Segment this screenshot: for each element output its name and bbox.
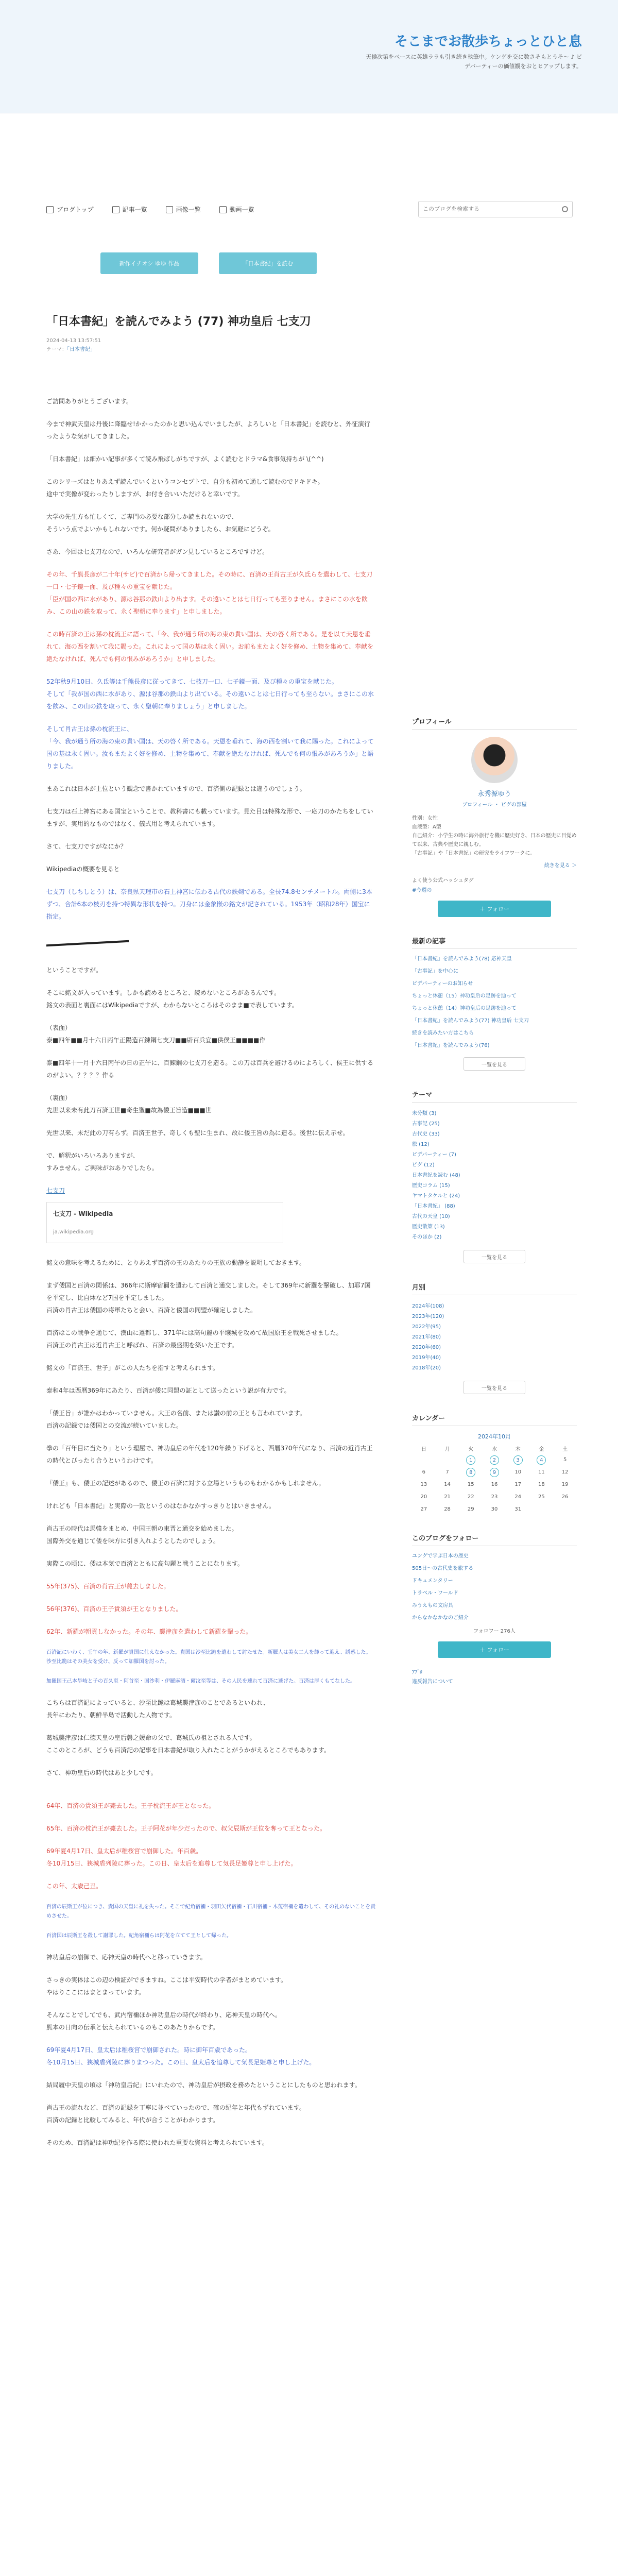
home-icon	[46, 206, 54, 213]
calendar-grid	[412, 1445, 577, 1514]
article-paragraph: 実際この頃に、倭は本気で百済とともに高句麗と戦うことになります。	[46, 1560, 244, 1567]
hashtag-heading: よく使う公式ハッシュタグ	[412, 878, 474, 884]
promo-button-1[interactable]: 新作イチオシ ゆゆ 作品	[100, 252, 198, 274]
article-paragraph: 肖古王の流れなど、百済の記録を丁寧に並べていったので、確の紀年と年代もずれています。 百済の記録と比較してみると、年代が合うことがわかります。	[46, 2104, 305, 2124]
article-paragraph: 69年夏4月17日、皇太后が稚桜宮で崩御した。年百歳。 冬10月15日、狭城盾列陵に葬った。この日、皇太后を追尊して気長足姫尊と申し上げた。	[46, 1847, 297, 1867]
article-paragraph: ということですが。	[46, 966, 102, 974]
article-paragraph: 神功皇后の崩御で、応神天皇の時代へと移っていきます。	[46, 1953, 207, 1961]
theme-link[interactable]: 古事記 (25)	[412, 1121, 440, 1127]
calendar-heading: カレンダー	[412, 1413, 577, 1426]
article-paragraph: その年、千熊長彦が二十年(サビ)で百済から帰ってきました。その時に、百済の王肖古王が久氐らを遣わして、七支刀一口・七子鏡一面、及び種々の重宝を献じた。 「臣が国の西に水があり、源は谷那の鉄山より出ます。その遠いことは七日行っても至りません。まさにこの水を飲み、この山の鉄を取って、永く聖朝に奉ります」と申しました。	[46, 570, 373, 615]
calendar-day[interactable]: 28	[444, 1506, 451, 1512]
article-paragraph: 『倭王』も、倭王の記述があるので、倭王の百済に対する立場というものもわかるかもしれません。	[46, 1479, 325, 1487]
theme-link[interactable]: そのほか (2)	[412, 1234, 442, 1240]
blog-title[interactable]: そこまでお散歩ちょっとひと息	[394, 34, 582, 49]
theme-list	[412, 1109, 577, 1243]
article-paragraph: 銘文の意味を考えるために、とりあえず百済の王のあたりの王族の動静を説明しておきます。	[46, 1259, 306, 1266]
article-paragraph: 今まで神武天皇は丹後に降臨せ!かかったのかと思い込んでいましたが、よろしいと「日本書紀」を読むと、外征演行ったような気がしてきました。	[46, 420, 370, 440]
calendar-weekday: 木	[515, 1447, 521, 1452]
article-paragraph: 葛城襲津彦は仁徳天皇の皇后磐之媛命の父で、葛城氏の祖とされる人です。 ここのところが、どうも百済記の記事を日本書紀が取り入れたことがうかがえるところでもあります。	[46, 1734, 330, 1754]
profile-more-link[interactable]: 続きを見る ＞	[544, 863, 577, 869]
follow-button[interactable]: ＋ フォロー	[438, 901, 551, 917]
promo-row	[100, 252, 317, 274]
report-link[interactable]: 違反報告について	[412, 1679, 453, 1685]
article-paragraph: 55年(375)、百済の肖古王が薨去しました。	[46, 1582, 170, 1590]
recent-entry-link[interactable]: 続きを読みたい方はこちら	[412, 1030, 474, 1036]
article-paragraph: 52年秋9月10日、久氐等は千熊長彦に従ってきて、七枝刀一口、七子鏡一面、及び種々の重宝を献じた。 そして「我が国の西に水があり、源は谷那の鉄山より出ている。その遠いことは七日行っても至らない。まさにこの水を飲み、この山の鉄を取って、永く聖朝に奉りましょう」と申しました。	[46, 677, 374, 710]
calendar-weekday: 月	[444, 1447, 450, 1452]
promo-button-2[interactable]: 「日本書紀」を読む	[219, 252, 317, 274]
calendar-day[interactable]: 17	[514, 1482, 522, 1487]
article-paragraph: 加羅国王己本旱岐と子の百久至・阿首至・国沙利・伊羅麻酒・爾汶至等は、その人民を連れて百済に逃げた。百済は厚くもてなした。	[46, 1678, 355, 1684]
follow-blog-link[interactable]: 505日〜の古代史を旅する	[412, 1566, 474, 1571]
follow-blog-link[interactable]: からなかなかなのご紹介	[412, 1615, 469, 1621]
article-paragraph: けれども「日本書紀」と実際の一致というのはなかなかすっきりとはいきません。	[46, 1502, 276, 1510]
recent-heading: 最新の記事	[412, 936, 577, 949]
search-input[interactable]	[423, 206, 562, 212]
archive-link[interactable]: 2021年(80)	[412, 1334, 441, 1340]
recent-entries	[412, 936, 577, 1071]
follow-heading: このブログをフォロー	[412, 1533, 577, 1546]
article-paragraph: そして肖古王は孫の枕流王に、 「今、我が通う所の海の東の貴い国は、天の啓く所である。天恩を垂れて、海の西を割いて我に賜った。これによって国の基は永く固い。汝もまたよく好を修め、土物を集めて、奉献を絶たなければ、死んでも何の恨みがあろうか」と語りました。	[46, 725, 374, 770]
calendar-day[interactable]: 26	[561, 1494, 569, 1500]
report-section	[412, 1668, 577, 1687]
article-paragraph: 七支刀（しちしとう）は、奈良県天理市の石上神宮に伝わる古代の鉄剣である。全長74.8センチメートル。両側に3本ずつ、合計6本の枝刃を持つ特異な形状を持つ。刀身には金象嵌の銘文が記されている。1953年（昭和28年）国宝に指定。	[46, 888, 372, 920]
article-paragraph: 大学の先生方も忙しくて、ご専門の必要な部分しか読まれないので、 そういう点でよいかもしれないです。何か疑問がありましたら、お気軽にどうぞ。	[46, 513, 274, 533]
nav-item-blog-top[interactable]	[46, 205, 94, 214]
article-meta	[46, 336, 376, 354]
calendar-section	[412, 1413, 577, 1514]
article	[46, 314, 376, 2159]
article-paragraph: （裏面） 先世以来未有此刀百済王世■奇生聖■故為倭王旨造■■■世	[46, 1094, 212, 1114]
theme-link[interactable]: 日本書紀を読む (48)	[412, 1173, 460, 1178]
list-icon	[112, 206, 119, 213]
article-paragraph: 泰和4年は西暦369年にあたり、百済が倭に同盟の証として送ったという説が有力です。	[46, 1386, 290, 1394]
recent-list	[412, 955, 577, 1050]
article-paragraph: Wikipediaの概要を見ると	[46, 865, 120, 873]
article-paragraph: 肖古王の時代は馬韓をまとめ、中国王朝の東晋と通交を始めました。 国際外交を通じて倭を味方に引き入れようとしたのでしょう。	[46, 1524, 238, 1545]
article-body	[46, 395, 376, 2149]
global-nav	[46, 205, 254, 214]
paragraphs-2	[46, 1257, 376, 1779]
calendar-day[interactable]: 12	[561, 1469, 569, 1475]
calendar-day[interactable]: 21	[444, 1494, 451, 1500]
calendar-day[interactable]: 14	[444, 1482, 451, 1487]
nav-label: 動画一覧	[229, 206, 254, 213]
article-paragraph: このシリーズはとりあえず読んでいくというコンセプトで、自分も初めて通して読むのでドキドキ。 途中で実像が変わったりしますが、お付き合いいただけると幸いです。	[46, 478, 324, 498]
profile-name[interactable]: 永秀源ゆう	[477, 790, 511, 798]
archive-more-button[interactable]: 一覧を見る	[464, 1381, 525, 1394]
archive-link[interactable]: 2018年(20)	[412, 1365, 441, 1371]
calendar-day[interactable]: 18	[538, 1482, 545, 1487]
theme-link[interactable]: 古代史 (33)	[412, 1131, 440, 1137]
article-paragraph: こちらは百済記によっていると、沙至比跪は葛城襲津彦のことであるといわれ、 長年にわたり、朝鮮半島で活動した人物です。	[46, 1699, 269, 1719]
calendar-day[interactable]: 27	[420, 1506, 427, 1512]
archive-heading: 月別	[412, 1282, 577, 1295]
calendar-day[interactable]: 16	[491, 1482, 498, 1487]
recent-entry-link[interactable]: 「日本書紀」を読んでみよう(78) 応神天皇	[412, 956, 512, 962]
calendar-day	[560, 1505, 570, 1514]
profile-details: 性別：女性 血液型：A型 自己紹介：小学生の時に海外旅行を機に歴史好き、日本の歴史に目覚めて以来、古典や歴史に親しむ。 「古事記」や「日本書紀」の研究をライフワークに。	[412, 816, 577, 856]
article-paragraph: 62年、新羅が朝貢しなかった。その年、襲津彦を遣わして新羅を撃った。	[46, 1628, 252, 1635]
link-card-url: ja.wikipedia.org	[53, 1229, 94, 1235]
archive-link[interactable]: 2019年(40)	[412, 1355, 441, 1361]
paragraphs-3	[46, 1800, 376, 2149]
article-paragraph: （表面） 泰■四年■■月十六日丙午正陽造百錬鋼七支刀■■辟百兵宜■供侯王■■■■作	[46, 1024, 266, 1044]
article-paragraph: 「日本書紀」は細かい記事が多くて読み飛ばしがちですが、よく読むとドラマ&食事気持ちが \(^^)	[46, 455, 324, 463]
report-label: ｱﾌﾞﾛ	[412, 1670, 422, 1675]
article-paragraph: 65年、百済の枕流王が薨去した。王子阿花が年少だったので、叔父辰斯が王位を奪って王となった。	[46, 1824, 327, 1832]
paragraphs-1b	[46, 964, 376, 1174]
theme-link[interactable]: 歴史散策 (13)	[412, 1224, 445, 1230]
calendar-day[interactable]: 24	[514, 1494, 522, 1500]
calendar-day[interactable]: 20	[420, 1494, 427, 1500]
article-paragraph: 「倭王旨」が誰かはわかっていません。大王の名前、または讃の前の王とも言われています。 百済の記録では倭国との交流が続いていました。	[46, 1409, 306, 1429]
nav-item-image-list[interactable]	[166, 205, 201, 214]
hashtag-link[interactable]: #今週の	[412, 888, 432, 893]
calendar-day[interactable]: 29	[467, 1506, 474, 1512]
article-paragraph: この年、太歳己丑。	[46, 1882, 102, 1890]
paragraphs-1	[46, 395, 376, 923]
article-paragraph: 百済国は辰斯王を殺して謝罪した。紀角宿禰らは阿花を立てて王として帰った。	[46, 1933, 232, 1939]
theme-link[interactable]: 歴史コラム (15)	[412, 1183, 450, 1189]
calendar-day[interactable]: 4	[537, 1455, 546, 1465]
calendar-weekday: 金	[539, 1447, 544, 1452]
search-icon[interactable]	[562, 206, 568, 212]
theme-section	[412, 1089, 577, 1263]
article-paragraph: この時百済の王は孫の枕流王に語って、「今、我が通う所の海の東の貴い国は、天の啓く所である。是を以て天恩を垂れて、海の西を割いて我に賜った。これによって国の基は永く固い。お前もまたよく好を修め、土物を集めて、奉献を絶たなければ、死んでも何の恨みがあろうか」と申しました。	[46, 630, 374, 663]
link-card-title: 七支刀 - Wikipedia	[53, 1210, 113, 1217]
theme-link[interactable]: 未分類 (3)	[412, 1111, 437, 1116]
article-paragraph: 銘文の「百済王、世子」がこの人たちを指すと考えられます。	[46, 1364, 219, 1371]
follow-blog-link[interactable]: みうえもの文房具	[412, 1603, 453, 1608]
article-title[interactable]: 「日本書紀」を読んでみよう (77) 神功皇后 七支刀	[46, 315, 311, 328]
calendar-day[interactable]: 31	[514, 1506, 522, 1512]
theme-heading: テーマ	[412, 1089, 577, 1103]
article-paragraph: そんなことでしてでも、武内宿禰ほか神功皇后の時代が終わり、応神天皇の時代へ。 熊本の日向の伝承と伝えられているのもこのあたりからです。	[46, 2011, 282, 2031]
article-paragraph: 69年夏4月17日、皇太后は稚桜宮で崩御された。時に御年百歳であった。 冬10月15日、狭城盾列陵に葬りまつった。この日、皇太后を追尊して気長足姫尊と申し上げた。	[46, 2046, 316, 2066]
calendar-day[interactable]: 19	[561, 1482, 569, 1487]
article-paragraph: さて、七支刀ですがなにか？	[46, 842, 127, 850]
archive-link[interactable]: 2024年(108)	[412, 1303, 444, 1309]
article-paragraph: で、解釈がいろいろありますが、 すみません。ご興味がおありでしたら。	[46, 1151, 158, 1172]
article-paragraph: さっきの実体はこの辺の検証ができますね。ここは平安時代の学者がまとめています。 やはりここにはまとまっています。	[46, 1976, 287, 1996]
avatar[interactable]	[471, 737, 518, 783]
article-paragraph: そこに銘文が入っています。しかも読めるところと、読めないところがあるんです。 銘文の表面と裏面にはWikipediaですが、わからないところはそのまま■で表しています。	[46, 989, 298, 1009]
article-paragraph: ご訪問ありがとうございます。	[46, 397, 133, 405]
article-paragraph: 結局履中天皇の頃は「神功皇后紀」にいれたので、神功皇后が摂政を務めたということにしたものと思われます。	[46, 2081, 361, 2089]
article-paragraph: 56年(376)、百済の王子貴須が王となりました。	[46, 1605, 182, 1613]
nav-item-video-list[interactable]	[219, 205, 254, 214]
article-date: 2024-04-13 13:57:51	[46, 337, 101, 344]
calendar-day[interactable]: 6	[422, 1469, 426, 1475]
archive-link[interactable]: 2020年(60)	[412, 1345, 441, 1350]
theme-more-button[interactable]: 一覧を見る	[464, 1250, 525, 1263]
calendar-day[interactable]: 8	[466, 1468, 475, 1477]
article-paragraph: まあこれは日本が上位という観念で書かれていますので、百済側の記録とは違うのでしょう。	[46, 785, 306, 792]
nav-label: 画像一覧	[176, 206, 201, 213]
blog-description: 天候次第をベースに英雄ララも引き続き執筆中。ケンゲを交に数さそもとうそ〜 ♪ ビデバーティーの価値観をおとヒアップします。	[366, 54, 582, 70]
theme-link[interactable]: 「日本書紀」	[67, 346, 95, 352]
calendar-weekday: 日	[421, 1447, 426, 1452]
archive-link[interactable]: 2022年(95)	[412, 1324, 441, 1330]
theme-link[interactable]: 古代の天皇 (10)	[412, 1214, 450, 1219]
article-paragraph: 拳の「百年目に当たり」という理屈で、神功皇后の年代を120年繰り下げると、西暦370年代になり、百済の近肖古王の時代とぴったり合うというわけです。	[46, 1444, 373, 1464]
profile-section	[412, 716, 577, 917]
archive-link[interactable]: 2023年(120)	[412, 1314, 444, 1319]
article-paragraph: 七支刀は石上神宮にある国宝ということで、教科書にも載っています。見た目は特殊な形で、一応刀のかたちをしていますが、実用的なものではなく、儀式用と考えられています。	[46, 807, 373, 827]
article-paragraph: 百済はこの戦争を通じて、漢山に遷都し、371年には高句麗の平壌城を攻めて故国原王を戦死させました。 百済王の肖古王は近肖古王と呼ばれ、百済の最盛期を築いた王です。	[46, 1329, 342, 1349]
blog-header	[0, 0, 618, 113]
article-paragraph: さて、神功皇后の時代はあと少しです。	[46, 1769, 157, 1776]
recent-entry-link[interactable]: ちょっと休憩（15）神功皇后の足跡を辿って	[412, 993, 517, 999]
article-paragraph: 先世以来、未だ此の刀有らず。百済王世子、奇しくも聖に生まれ、故に倭王旨の為に造る。後世に伝え示せ。	[46, 1129, 349, 1137]
calendar-day[interactable]: 25	[538, 1494, 545, 1500]
nav-item-entry-list[interactable]	[112, 205, 147, 214]
link-card[interactable]	[46, 1202, 283, 1243]
calendar-day[interactable]: 1	[466, 1455, 475, 1465]
recent-entry-link[interactable]: 「日本書紀」を読んでみよう(77) 神功皇后 七支刀	[412, 1018, 529, 1024]
calendar-day[interactable]: 11	[538, 1469, 545, 1475]
archive-list	[412, 1301, 577, 1374]
sidebar	[412, 716, 577, 1687]
calendar-month[interactable]: 2024年10月	[478, 1433, 511, 1440]
blog-search	[418, 201, 573, 217]
follow-button-2[interactable]: ＋ フォロー	[438, 1641, 551, 1658]
theme-link[interactable]: 旅 (12)	[412, 1142, 430, 1147]
profile-heading: プロフィール	[412, 716, 577, 730]
theme-link[interactable]: 「日本書紀」 (88)	[412, 1204, 455, 1209]
theme-prefix: テーマ：	[46, 346, 67, 352]
calendar-weekday: 火	[468, 1447, 474, 1452]
follow-blog-link[interactable]: ドキュメンタリー	[412, 1578, 453, 1584]
article-paragraph: 百済記にいわく、壬午の年、新羅が貴国に仕えなかった。貴国は沙至比跪を遣わして討たせた。新羅人は美女二人を飾って迎え、誘惑した。沙至比跪はその美女を受け、反って加羅国を討った。	[46, 1649, 371, 1665]
calendar-day[interactable]: 23	[491, 1494, 498, 1500]
calendar-day	[443, 1455, 452, 1465]
article-paragraph: 64年、百済の貴須王が薨去した。王子枕流王が王となった。	[46, 1802, 215, 1809]
calendar-weekday: 土	[562, 1447, 568, 1452]
recent-entry-link[interactable]: ビデバーティーのお知らせ	[412, 981, 473, 987]
wiki-link[interactable]: 七支刀	[46, 1187, 65, 1194]
follower-count[interactable]: フォロワー 276人	[473, 1629, 516, 1634]
calendar-day[interactable]: 9	[490, 1468, 499, 1477]
article-paragraph: 百済の辰斯王が位につき、貴国の天皇に礼を失った。そこで紀角宿禰・羽田矢代宿禰・石川宿禰・木菟宿禰を遣わして、その礼のないことを責めさせた。	[46, 1904, 376, 1919]
calendar-day[interactable]: 13	[420, 1482, 427, 1487]
video-icon	[219, 206, 227, 213]
image-icon	[166, 206, 173, 213]
calendar-day[interactable]: 5	[563, 1457, 567, 1463]
article-paragraph: まず倭国と百済の関係は、366年に斯摩宿禰を遣わして百済と通交しました。そして369年に新羅を撃破し、加耶7国を平定し、比自㶱など7国を平定しました。 百済の肖古王は倭国の将軍たちと会い、百済と倭国の同盟が確定しました。	[46, 1281, 371, 1314]
theme-link[interactable]: ピデバーティー (7)	[412, 1152, 456, 1158]
calendar-day	[419, 1455, 428, 1465]
calendar-day[interactable]: 2	[490, 1455, 499, 1465]
nav-label: 記事一覧	[122, 206, 147, 213]
calendar-day[interactable]: 7	[445, 1469, 449, 1475]
nav-label: ブログトップ	[57, 206, 94, 213]
article-paragraph: そのため、百済記は神功紀を作る際に使われた重要な資料と考えられています。	[46, 2139, 268, 2146]
profile-sub-links[interactable]: ブロフィール ・ ピグの部屋	[462, 802, 527, 808]
article-paragraph: 泰■四年十一月十六日丙午の日の正午に、百錬鋼の七支刀を造る。この刀は百兵を避けるのによろしく、侯王に供するのがよい。？？？？作る	[46, 1059, 374, 1079]
theme-link[interactable]: ピグ (12)	[412, 1162, 435, 1168]
archive-section	[412, 1282, 577, 1394]
calendar-day[interactable]: 30	[491, 1506, 498, 1512]
recent-more-button[interactable]: 一覧を見る	[464, 1057, 525, 1071]
follow-list	[412, 1552, 577, 1622]
calendar-day	[537, 1505, 546, 1514]
calendar-day[interactable]: 3	[513, 1455, 523, 1465]
article-theme	[46, 345, 376, 354]
calendar-weekday: 水	[491, 1447, 497, 1452]
theme-link[interactable]: ヤマトタケルと (24)	[412, 1193, 460, 1199]
calendar-day[interactable]: 10	[514, 1469, 522, 1475]
follow-blog-link[interactable]: トラベル・ワールド	[412, 1590, 458, 1596]
follow-section	[412, 1533, 577, 1687]
recent-entry-link[interactable]: ちょっと休憩（14）神功皇后の足跡を辿って	[412, 1006, 517, 1011]
calendar-day[interactable]: 22	[467, 1494, 474, 1500]
recent-entry-link[interactable]: 「古事記」を中心に	[412, 969, 458, 974]
recent-entry-link[interactable]: 「日本書紀」を読んでみよう(76)	[412, 1043, 490, 1048]
article-paragraph: さあ、今回は七支刀なので、いろんな研究者がガン見しているところですけど。	[46, 548, 269, 555]
sword-image[interactable]	[46, 933, 129, 954]
calendar-day[interactable]: 15	[467, 1482, 474, 1487]
follow-blog-link[interactable]: ユングで学ぶ日本の歴史	[412, 1553, 469, 1559]
